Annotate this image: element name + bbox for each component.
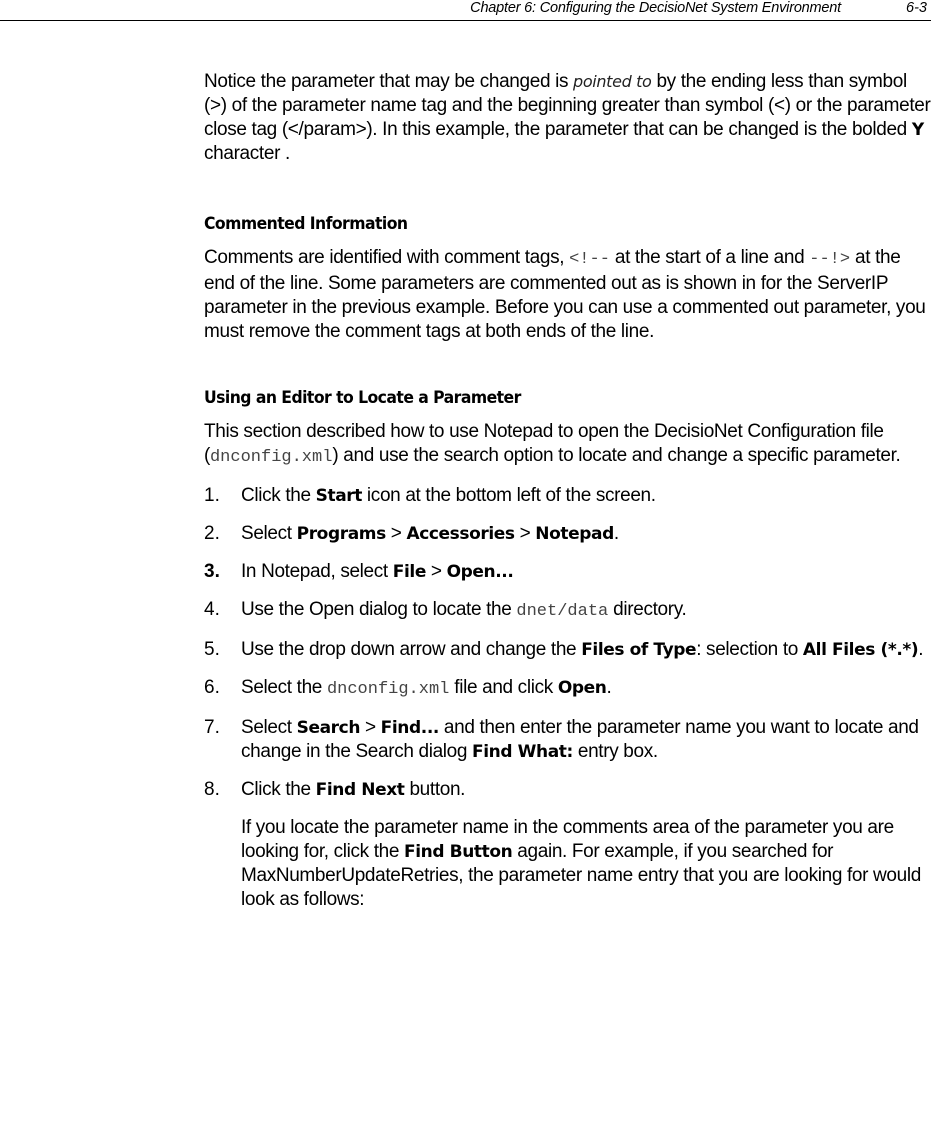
step-text: Select the: [241, 677, 327, 698]
step-number: 6.: [204, 677, 220, 698]
start-label: Start: [315, 486, 362, 506]
step-number: 4.: [204, 599, 220, 620]
step-4: [204, 598, 931, 624]
accessories-label: Accessories: [406, 524, 515, 544]
step-3: [204, 560, 931, 584]
chapter-title: Chapter 6: Configuring the DecisioNet System Environment: [470, 0, 841, 16]
menu-separator: >: [360, 717, 381, 738]
note-text: If you locate the parameter name in the comments area of the parameter you are looking for, click the: [241, 817, 894, 862]
step-text: .: [606, 677, 612, 698]
find-next-label: Find Next: [315, 780, 405, 800]
step-5: [204, 638, 931, 662]
step-text: Use the drop down arrow and change the: [241, 639, 582, 660]
step-text: Use the Open dialog to locate the: [241, 599, 517, 620]
intro-paragraph: [204, 70, 931, 166]
open-menu-label: Open...: [446, 562, 514, 582]
all-files-label: All Files (*.*): [802, 640, 919, 660]
data-directory-path: dnet/data: [516, 602, 609, 621]
note-text: again. For example, if you searched for MaxNumberUpdateRetries, the parameter name entry that you are looking for would look as follows:: [241, 841, 921, 910]
step-text: file and click: [449, 677, 558, 698]
commented-text-2: at the start of a line and: [609, 247, 810, 268]
menu-separator: >: [425, 561, 447, 582]
step-text: .: [918, 639, 924, 660]
intro-text-3: character .: [204, 143, 290, 164]
file-menu-label: File: [392, 562, 426, 582]
step-6: [204, 676, 931, 702]
page-header: [0, 0, 931, 21]
programs-label: Programs: [296, 524, 386, 544]
pointed-to-term: pointed to: [573, 72, 652, 91]
commented-text-1: Comments are identified with comment tags,: [204, 247, 570, 268]
close-comment-tag: --!>: [809, 250, 851, 269]
menu-separator: >: [385, 523, 407, 544]
intro-text-1: Notice the parameter that may be changed is: [204, 71, 574, 92]
open-comment-tag: <!--: [569, 250, 610, 269]
step-text: Click the: [241, 779, 316, 800]
page-content: [204, 70, 931, 912]
step-text: Click the: [241, 485, 316, 506]
steps-list: [204, 484, 931, 802]
step-7: [204, 716, 931, 764]
step-number: 5.: [204, 639, 220, 660]
step-number: 2.: [204, 523, 220, 544]
notepad-label: Notepad: [535, 524, 614, 544]
step-text: icon at the bottom left of the screen.: [362, 485, 656, 506]
search-menu-label: Search: [296, 718, 361, 738]
step-text: : selection to: [696, 639, 803, 660]
step-text: and then enter the parameter name you want to locate and change in the Search dialog: [241, 717, 919, 762]
step-text: directory.: [608, 599, 687, 620]
step-text: .: [613, 523, 619, 544]
find-what-label: Find What:: [472, 742, 573, 762]
step-8-note: [204, 816, 931, 912]
bolded-y: Y: [911, 120, 924, 140]
step-8: [204, 778, 931, 802]
find-menu-label: Find...: [380, 718, 439, 738]
step-number: 7.: [204, 717, 220, 738]
step-number: 8.: [204, 779, 220, 800]
files-of-type-label: Files of Type: [581, 640, 697, 660]
step-text: In Notepad, select: [241, 561, 393, 582]
step-number: 1.: [204, 485, 220, 506]
config-filename: dnconfig.xml: [209, 448, 333, 467]
commented-text-3: at the end of the line. Some parameters are commented out as is shown in for the ServerIP parameter in the previous example. Before you can use a commented out parameter, you must remove the comment tags at both ends of the line.: [204, 247, 926, 342]
step-2: [204, 522, 931, 546]
commented-paragraph: [204, 246, 931, 344]
intro-text-2: by the ending less than symbol (>) of the parameter name tag and the beginning greater than symbol (<) or the parameter close tag (</param>). In this example, the parameter that can be changed is the bolded: [204, 71, 931, 140]
editor-heading: Using an Editor to Locate a Parameter: [204, 388, 521, 408]
editor-text-1: This section described how to use Notepad to open the DecisioNet Configuration file (: [204, 421, 884, 466]
page-number: 6-3: [906, 0, 927, 16]
step-1: [204, 484, 931, 508]
step-text: Select: [241, 717, 297, 738]
open-button-label: Open: [557, 678, 607, 698]
step-text: entry box.: [572, 741, 658, 762]
step-text: button.: [404, 779, 466, 800]
menu-separator: >: [514, 523, 536, 544]
step-number: 3.: [204, 561, 220, 582]
config-filename: dnconfig.xml: [326, 680, 450, 699]
editor-text-2: ) and use the search option to locate and change a specific parameter.: [332, 445, 901, 466]
step-text: Select: [241, 523, 297, 544]
commented-information-heading: Commented Information: [204, 214, 408, 234]
find-button-label: Find Button: [404, 842, 513, 862]
editor-paragraph: [204, 420, 931, 470]
